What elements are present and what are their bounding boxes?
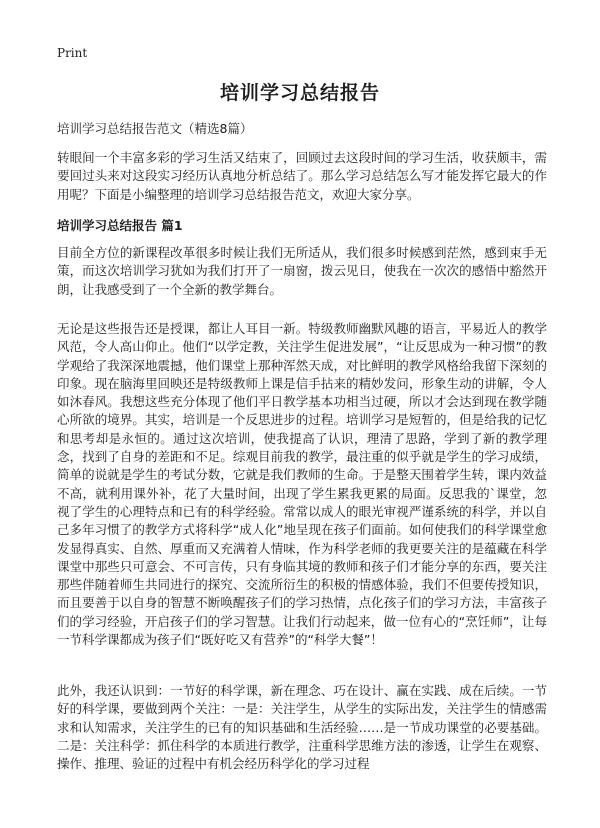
body-paragraph-3: 此外，我还认识到：一节好的科学课，新在理念、巧在设计、赢在实践、成在后续。一节好的科学课，要做到两个关注：一是：关注学生，从学生的实际出发，关注学生的情感需求和认知需求，关注学生的已有的知识基础和生活经验……是一节成功课堂的必要基础。二是：关注科学：抓住科学的本质进行教学，注重科学思维方法的渗透，让学生在观察、操作、推理、验证的过程中有机会经历科学化的学习过程 (57, 683, 547, 772)
section-heading: 培训学习总结报告 篇1 (57, 218, 183, 233)
intro-paragraph: 转眼间一个丰富多彩的学习生活又结束了，回顾过去这段时间的学习生活，收获颇丰，需要回过头来对这段实习经历认真地分析总结了。那么学习总结怎么写才能发挥它最大的作用呢？下面是小编整理的培训学习总结报告范文，欢迎大家分享。 (57, 150, 547, 202)
document-subtitle: 培训学习总结报告范文（精选8篇） (57, 121, 253, 136)
page-title: 培训学习总结报告 (219, 82, 380, 104)
body-paragraph-2: 无论是这些报告还是授课，都让人耳目一新。特级教师幽默风趣的语言，平易近人的教学风范，令人高山仰止。他们“以学定教，关注学生促进发展”，“让反思成为一种习惯”的教学观给了我深深地震撼，他们课堂上那种浑然天成，对比鲜明的教学风格给我留下深刻的印象。现在脑海里回映还是特级教师上课是信手拈来的精妙发问，形象生动的讲解，令人如沐春风。我想这些充分体现了他们平日教学基本功相当过硬，所以才会达到现在教学随心所欲的境界。其实，培训是一个反思进步的过程。培训学习是短暂的，但是给我的记忆和思考却是永恒的。通过这次培训，使我提高了认识，理清了思路，学到了新的教学理念，找到了自身的差距和不足。综观目前我的教学，最注重的似乎就是学生的学习成绩，简单的说就是学生的考试分数，它就是我们教师的生命。于是整天围着学生转，课内效益不高，就利用课外补，花了大量时间，出现了学生累我更累的局面。反思我的`课堂，忽视了学生的心理特点和已有的科学经验。常常以成人的眼光审视严谨系统的科学，并以自己多年习惯了的教学方式将科学“成人化”地呈现在孩子们面前。如何使我们的科学课堂愈发显得真实、自然、厚重而又充满着人情味，作为科学老师的我更要关注的是蕴藏在科学课堂中那些只可意会、不可言传，只有身临其境的教师和孩子们才能分享的东西，要关注那些伴随着师生共同进行的探究、交流所衍生的积极的情感体验，我们不但要传授知识，而且要善于以自身的智慧不断唤醒孩子们的学习热情，点化孩子们的学习方法，丰富孩子们的学习经验，开启孩子们的学习智慧。让我们行动起来，做一位有心的“烹饪师”，让每一节科学课都成为孩子们“既好吃又有营养”的“科学大餐”！ (57, 321, 547, 648)
body-paragraph-1: 目前全方位的新课程改革很多时候让我们无所适从，我们很多时候感到茫然，感到束手无策，而这次培训学习犹如为我们打开了一扇窗，拨云见日，使我在一次次的感悟中豁然开朗，让我感受到了一个全新的教学舞台。 (57, 245, 547, 297)
print-link[interactable]: Print (57, 46, 88, 60)
